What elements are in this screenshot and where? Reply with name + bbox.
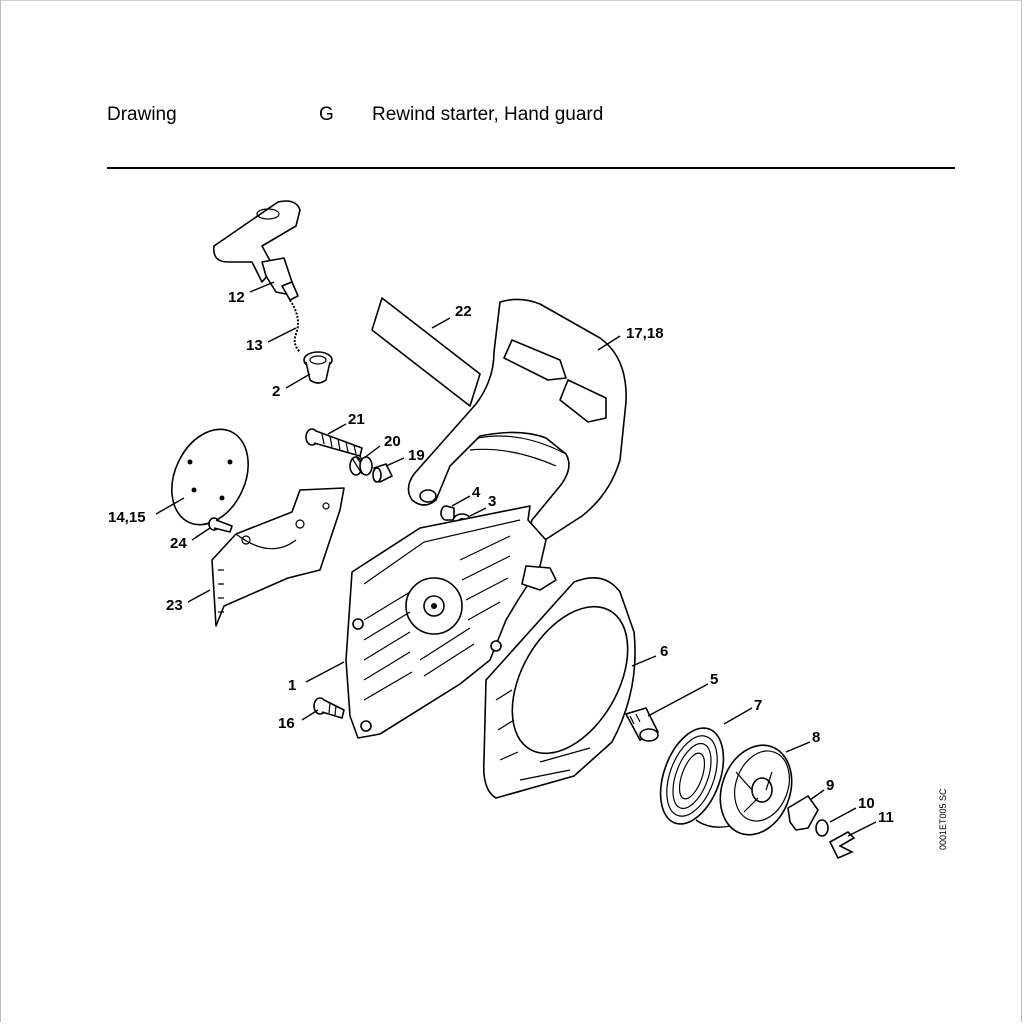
callout-16: 16 <box>278 715 295 732</box>
part-9-pawl[interactable] <box>788 796 818 830</box>
callout-5: 5 <box>710 671 719 688</box>
callout-2: 2 <box>272 383 281 400</box>
part-10-washer[interactable] <box>816 820 828 836</box>
callout-7: 7 <box>754 697 763 714</box>
callout-19: 19 <box>408 447 425 464</box>
part-16-screw[interactable] <box>314 698 344 718</box>
callout-14-15: 14,15 <box>108 509 146 526</box>
drawing-label: Drawing <box>107 104 177 125</box>
part-4-screw[interactable] <box>441 506 454 520</box>
callout-13: 13 <box>246 337 263 354</box>
callout-10: 10 <box>858 795 875 812</box>
part-19-sleeve[interactable] <box>373 464 392 482</box>
callout-20: 20 <box>384 433 401 450</box>
part-13-starter-rope[interactable] <box>290 300 300 352</box>
callout-1: 1 <box>288 677 297 694</box>
part-17-18-hand-guard[interactable] <box>408 299 626 543</box>
callout-4: 4 <box>472 484 481 501</box>
callout-9: 9 <box>826 777 835 794</box>
part-24-screw[interactable] <box>209 518 232 532</box>
part-21-bolt[interactable] <box>306 429 362 456</box>
callout-8: 8 <box>812 729 821 746</box>
drawing-title: Rewind starter, Hand guard <box>372 104 604 125</box>
drawing-code: G <box>319 104 334 125</box>
part-12-starter-grip[interactable] <box>214 201 300 300</box>
part-20-spring[interactable] <box>350 456 372 475</box>
callout-3: 3 <box>488 493 497 510</box>
callout-11: 11 <box>878 809 894 826</box>
callout-17-18: 17,18 <box>626 325 664 342</box>
image-code: 0001ET005 SC <box>938 788 948 850</box>
callout-12: 12 <box>228 289 245 306</box>
callout-21: 21 <box>348 411 365 428</box>
callout-22: 22 <box>455 303 472 320</box>
part-11-spring-clip[interactable] <box>830 832 854 858</box>
callout-23: 23 <box>166 597 183 614</box>
callout-24: 24 <box>170 535 187 552</box>
part-7-rewind-spring[interactable] <box>649 719 736 832</box>
callout-6: 6 <box>660 643 669 660</box>
part-2-rope-guide-bush[interactable] <box>304 352 332 383</box>
